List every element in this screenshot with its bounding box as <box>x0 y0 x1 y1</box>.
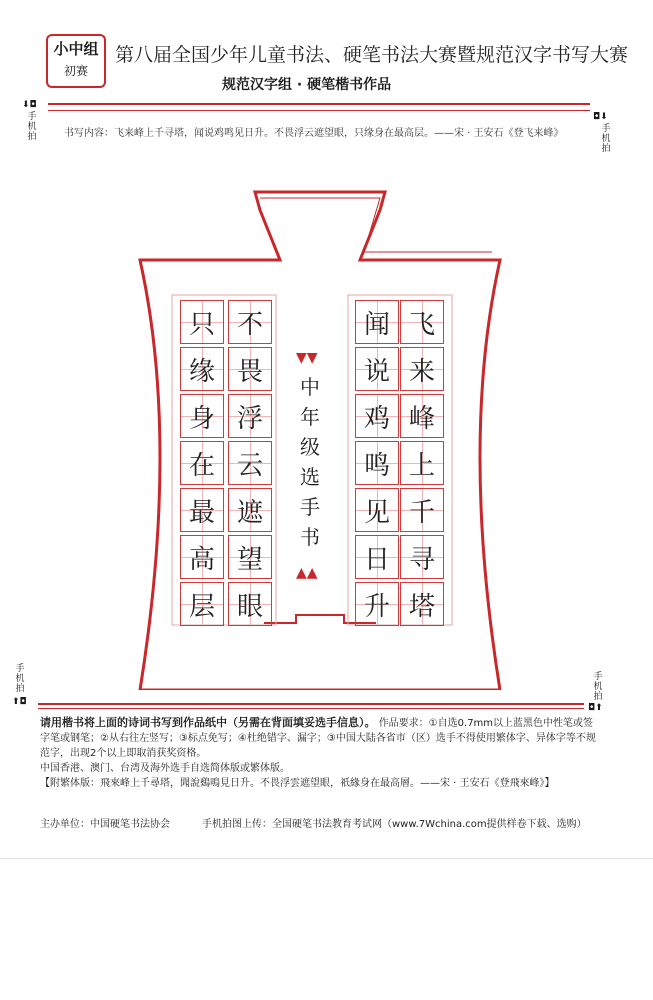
grid-cell: 只 <box>180 300 224 344</box>
grid-cell: 寻 <box>400 535 444 579</box>
footer-divider-thin <box>38 708 584 709</box>
upload-info: 手机拍图上传：全国硬笔书法教育考试网（www.7Wchina.com提供样卷下载、选购） <box>202 819 587 830</box>
ribbon-top-icon: ▼▼ <box>296 350 318 366</box>
grid-cell: 塔 <box>400 582 444 626</box>
group-label: 小中组 <box>53 40 99 58</box>
side-label-left-bottom: 手机拍 <box>15 664 25 694</box>
grid-cell: 千 <box>400 488 444 532</box>
grid-cell: 高 <box>180 535 224 579</box>
camera-icon: ⬆◘ <box>12 697 27 707</box>
page-title: 第八届全国少年儿童书法、硬笔书法大赛暨规范汉字书写大赛 <box>115 44 629 66</box>
signature-char: 手 <box>300 495 320 519</box>
grid-cell: 身 <box>180 394 224 438</box>
grid-cell: 遮 <box>228 488 272 532</box>
grid-cell: 最 <box>180 488 224 532</box>
ribbon-bottom-icon: ▲▲ <box>296 565 318 581</box>
grid-cell: 层 <box>180 582 224 626</box>
grid-cell: 缘 <box>180 347 224 391</box>
group-badge <box>46 34 106 88</box>
grid-cell: 眼 <box>228 582 272 626</box>
camera-icon: ⬇◘ <box>22 100 37 110</box>
grid-cell: 云 <box>228 441 272 485</box>
grid-cell: 飞 <box>400 300 444 344</box>
grid-cell: 畏 <box>228 347 272 391</box>
stage-label: 初赛 <box>63 64 88 78</box>
camera-icon: ◘⬆ <box>588 703 603 713</box>
page-bottom-rule <box>0 858 653 859</box>
grid-cell: 闻 <box>355 300 399 344</box>
grid-cell: 鸣 <box>355 441 399 485</box>
requirements-line1: 作品要求：①自选0.7mm以上蓝黑色中性笔或签字笔或钢笔；②从右往左竖写；③标点免写；④杜绝错字、漏字；③中国大陆各省市（区）选手不得使用繁体字、异体字等不规范字，出现2个以上即取消获奖资格。 <box>40 718 596 759</box>
grid-cell: 说 <box>355 347 399 391</box>
signature-column <box>295 372 325 552</box>
side-label-right-top: 手机拍 <box>601 124 611 154</box>
side-label-right-bottom: 手机拍 <box>593 672 603 702</box>
camera-icon: ◘⬇ <box>593 112 608 122</box>
signature-char: 选 <box>300 465 320 489</box>
signature-char: 级 <box>300 435 320 459</box>
grid-cell: 升 <box>355 582 399 626</box>
requirements-line2: 中国香港、澳门、台湾及海外选手自选简体版或繁体版。 <box>40 763 290 774</box>
grid-cell: 峰 <box>400 394 444 438</box>
grid-cell: 不 <box>228 300 272 344</box>
grid-cell: 望 <box>228 535 272 579</box>
grid-cell: 日 <box>355 535 399 579</box>
writing-content: 书写内容：飞来峰上千寻塔，闻说鸡鸣见日升。不畏浮云遮望眼，只缘身在最高层。——宋 · 王安石《登飞来峰》 <box>64 128 564 139</box>
footer-divider <box>38 703 584 705</box>
grid-cell: 来 <box>400 347 444 391</box>
requirements-block <box>40 715 600 791</box>
organizer: 主办单位：中国硬笔书法协会 <box>40 819 170 830</box>
signature-char: 中 <box>300 375 320 399</box>
header-divider-thin <box>48 110 590 111</box>
requirements-lead: 请用楷书将上面的诗词书写到作品纸中（另需在背面填妥选手信息）。 <box>40 716 376 729</box>
grid-cell: 浮 <box>228 394 272 438</box>
page-subtitle: 规范汉字组 · 硬笔楷书作品 <box>222 77 392 93</box>
header-divider <box>48 103 590 105</box>
requirements-traditional: 【附繁体版：飛來峰上千尋塔，聞說鷄鳴見日升。不畏浮雲遮望眼，祇緣身在最高層。——宋 · 王安石《登飛來峰》】 <box>40 778 555 789</box>
grid-cell: 见 <box>355 488 399 532</box>
grid-cell: 鸡 <box>355 394 399 438</box>
grid-cell: 上 <box>400 441 444 485</box>
signature-char: 年 <box>300 405 320 429</box>
side-label-left-top: 手机拍 <box>27 112 37 142</box>
grid-cell: 在 <box>180 441 224 485</box>
signature-char: 书 <box>300 525 320 549</box>
